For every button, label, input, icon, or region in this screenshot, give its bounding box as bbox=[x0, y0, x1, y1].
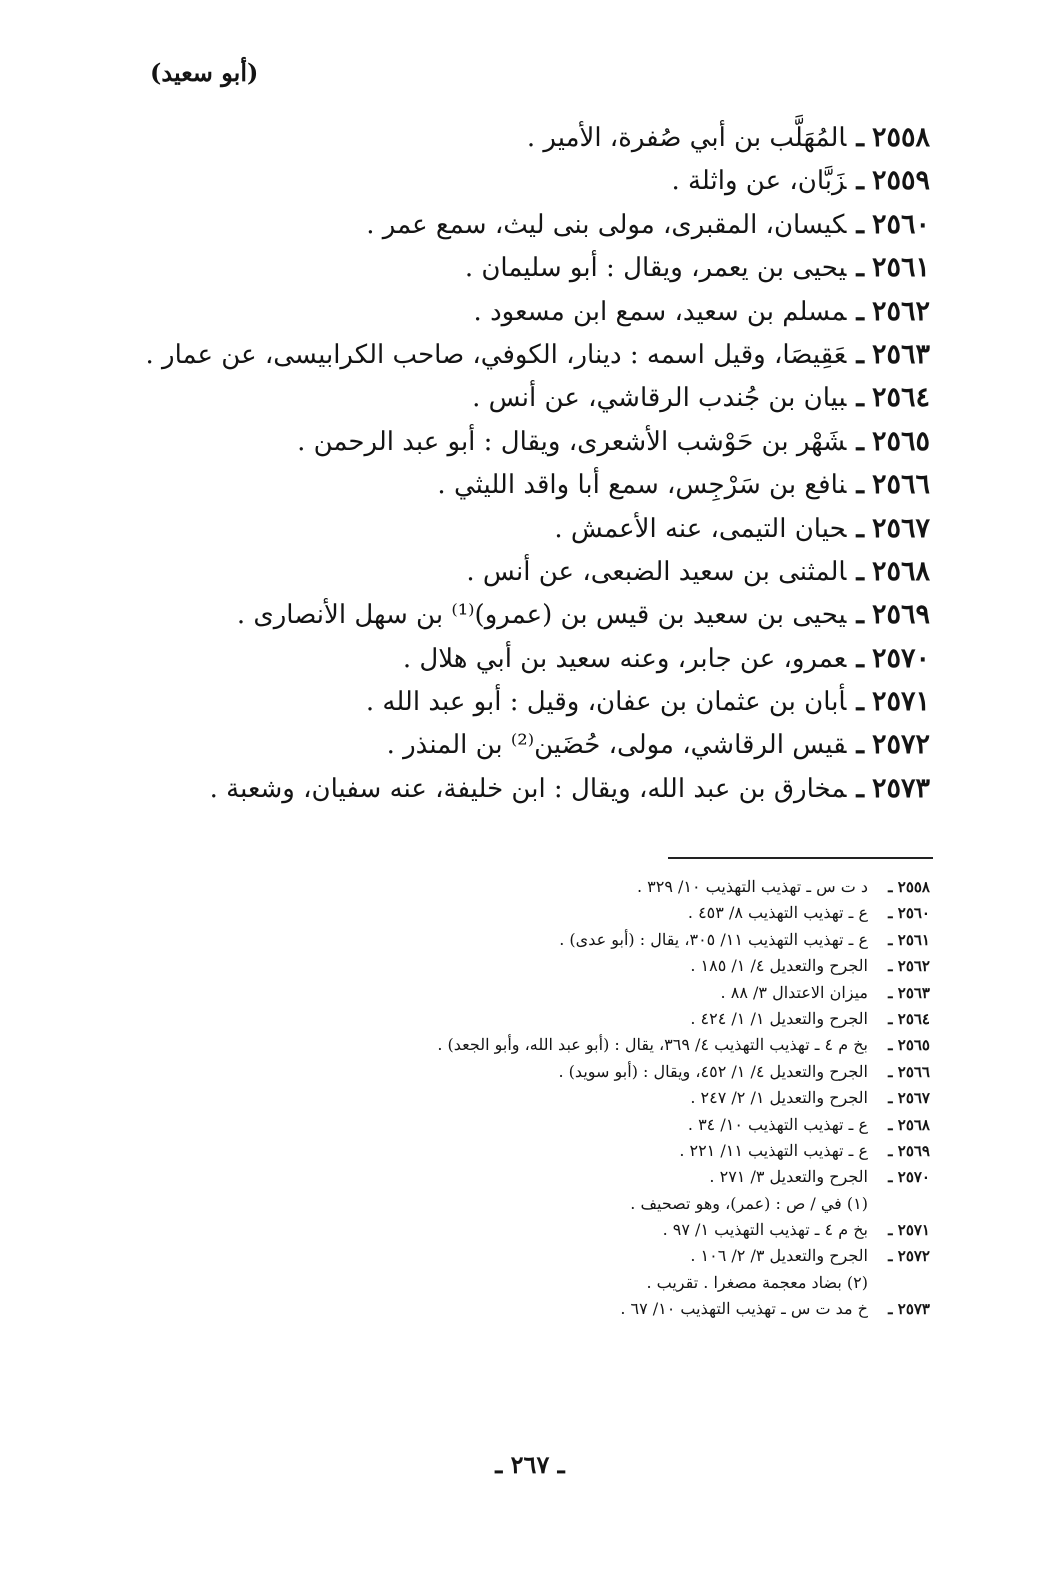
entry-text: قيس الرقاشي، مولى، حُضَين⁽²⁾ بن المنذر . bbox=[386, 730, 847, 761]
entry bbox=[70, 463, 930, 506]
footnote-number: ٢٥٦٥ ـ bbox=[888, 1036, 930, 1055]
entry bbox=[70, 680, 930, 723]
footnote-number: ٢٥٦٢ ـ bbox=[888, 957, 930, 976]
entry bbox=[70, 203, 930, 246]
entry-number: ٢٥٦٩ bbox=[871, 599, 930, 631]
entry-dash: ـ bbox=[856, 296, 864, 327]
footnote bbox=[270, 1006, 930, 1032]
footnote-text: (١) في / ص : (عمر)، وهو تصحيف . bbox=[630, 1193, 868, 1213]
footnote-text: ميزان الاعتدال ٣/ ٨٨ . bbox=[720, 982, 868, 1002]
footnote bbox=[270, 1217, 930, 1243]
entry-dash: ـ bbox=[856, 556, 864, 587]
entry-number: ٢٥٦٨ bbox=[871, 555, 930, 587]
footnote-number: ٢٥٥٨ ـ bbox=[888, 878, 930, 896]
footnote-number: ٢٥٧٣ ـ bbox=[888, 1300, 930, 1319]
footnote-text: ع ـ تهذيب التهذيب ١١/ ٢٢١ . bbox=[679, 1140, 868, 1160]
entry-text: المُهَلَّب بن أبي صُفرة، الأمير . bbox=[526, 123, 847, 153]
footnote bbox=[270, 1296, 930, 1322]
entry-number: ٢٥٦٤ bbox=[871, 382, 930, 414]
entry-text: كيسان، المقبرى، مولى بنى ليث، سمع عمر . bbox=[366, 209, 847, 240]
entry-number: ٢٥٧٣ bbox=[871, 772, 930, 804]
running-head: (أبو سعيد) bbox=[150, 58, 259, 87]
entry-dash: ـ bbox=[856, 687, 864, 718]
entry-number: ٢٥٧٢ bbox=[871, 729, 930, 761]
entry-dash: ـ bbox=[856, 339, 864, 370]
entry bbox=[70, 159, 930, 202]
footnote-text: ع ـ تهذيب التهذيب ١٠/ ٣٤ . bbox=[687, 1114, 868, 1134]
entry-text: شَهْر بن حَوْشب الأشعرى، ويقال : أبو عبد الرحمن . bbox=[297, 426, 847, 457]
footnote-text: بخ م ٤ ـ تهذيب التهذيب ٤/ ٣٦٩، يقال : (أبو عبد الله، وأبو الجعد) . bbox=[437, 1035, 868, 1055]
entry bbox=[70, 246, 930, 289]
footnote-text: خ مد ت س ـ تهذيب التهذيب ١٠/ ٦٧ . bbox=[620, 1299, 868, 1319]
entry-number: ٢٥٦٣ bbox=[871, 338, 930, 370]
entry-text: نافع بن سَرْجِس، سمع أبا واقد الليثي . bbox=[437, 470, 847, 501]
footnote-number: ٢٥٦٦ ـ bbox=[888, 1062, 930, 1081]
entry bbox=[70, 550, 930, 593]
entry bbox=[70, 376, 930, 419]
entry-text: أبان بن عثمان بن عفان، وقيل : أبو عبد الله . bbox=[365, 687, 847, 718]
entry bbox=[70, 767, 930, 810]
entry-number: ٢٥٦٧ bbox=[871, 512, 930, 544]
entry-dash: ـ bbox=[856, 383, 864, 414]
footnote bbox=[270, 1032, 930, 1058]
entry-number: ٢٥٧٠ bbox=[871, 642, 930, 674]
footnote-text: الجرح والتعديل ٤/ ١/ ٤٥٢، ويقال : (أبو سويد) . bbox=[558, 1061, 868, 1081]
footnote bbox=[270, 927, 930, 953]
entry-text: زَبَّان، عن واثلة . bbox=[671, 166, 847, 197]
entry-text: يحيى بن يعمر، ويقال : أبو سليمان . bbox=[464, 253, 847, 284]
entry-dash: ـ bbox=[856, 513, 864, 544]
footnote bbox=[270, 900, 930, 926]
footnote-number: ٢٥٦٩ ـ bbox=[888, 1141, 930, 1160]
entry-number: ٢٥٦٢ bbox=[871, 295, 930, 327]
footnote bbox=[270, 980, 930, 1006]
entry-text: حيان التيمى، عنه الأعمش . bbox=[554, 513, 847, 544]
entry-dash: ـ bbox=[856, 773, 864, 804]
footnote-text: الجرح والتعديل ٣/ ٢/ ١٠٦ . bbox=[690, 1246, 868, 1266]
footnote-remark bbox=[270, 1270, 930, 1296]
footnote bbox=[270, 1164, 930, 1190]
footnote bbox=[270, 1112, 930, 1138]
footnote-number: ٢٥٧٠ ـ bbox=[888, 1168, 930, 1187]
entry-text: عَقِيصَا، وقيل اسمه : دينار، الكوفي، صاحب الكرابيسى، عن عمار . bbox=[145, 339, 847, 370]
footnote-text: ع ـ تهذيب التهذيب ٨/ ٤٥٣ . bbox=[687, 903, 868, 923]
footnote-number: ٢٥٦٣ ـ bbox=[888, 983, 930, 1002]
entry-dash: ـ bbox=[856, 253, 864, 284]
footnote-number: ٢٥٧١ ـ bbox=[888, 1221, 930, 1240]
entry-number: ٢٥٦٥ bbox=[871, 425, 930, 457]
footnote-text: بخ م ٤ ـ تهذيب التهذيب ١/ ٩٧ . bbox=[662, 1220, 868, 1240]
entry bbox=[70, 333, 930, 376]
footnote-remark bbox=[270, 1191, 930, 1217]
footnote-text: (٢) بضاد معجمة مصغرا . تقريب . bbox=[646, 1272, 868, 1292]
footnote-number: ٢٥٦٨ ـ bbox=[888, 1115, 930, 1134]
entry-text: يحيى بن سعيد بن قيس بن (عمرو)⁽¹⁾ بن سهل الأنصارى . bbox=[236, 600, 847, 631]
entry-number: ٢٥٥٨ bbox=[871, 122, 930, 153]
entry-dash: ـ bbox=[856, 470, 864, 501]
entry-number: ٢٥٦١ bbox=[871, 252, 930, 284]
entry bbox=[70, 420, 930, 463]
entry-dash: ـ bbox=[856, 730, 864, 761]
footnote-text: الجرح والتعديل ٣/ ٢٧١ . bbox=[709, 1167, 868, 1187]
entry-number: ٢٥٦٠ bbox=[871, 208, 930, 240]
entry-number: ٢٥٦٦ bbox=[871, 469, 930, 501]
footnote-text: الجرح والتعديل ٤/ ١/ ١٨٥ . bbox=[690, 956, 868, 976]
entry-dash: ـ bbox=[856, 123, 864, 153]
footnote-divider bbox=[668, 857, 933, 859]
entry bbox=[70, 723, 930, 766]
entry bbox=[70, 116, 930, 159]
footnote-text: د ت س ـ تهذيب التهذيب ١٠/ ٣٢٩ . bbox=[636, 877, 868, 896]
entry-dash: ـ bbox=[856, 426, 864, 457]
footnote-number: ٢٥٦٠ ـ bbox=[888, 904, 930, 923]
footnote-number: ٢٥٧٢ ـ bbox=[888, 1247, 930, 1266]
biography-entries bbox=[70, 116, 930, 810]
footnote bbox=[270, 1138, 930, 1164]
entry-dash: ـ bbox=[856, 643, 864, 674]
entry-text: بيان بن جُندب الرقاشي، عن أنس . bbox=[472, 383, 847, 414]
entry-dash: ـ bbox=[856, 600, 864, 631]
entry bbox=[70, 290, 930, 333]
entry-dash: ـ bbox=[856, 209, 864, 240]
footnote bbox=[270, 1085, 930, 1111]
entry-number: ٢٥٥٩ bbox=[871, 165, 930, 197]
footnote bbox=[270, 1059, 930, 1085]
entry bbox=[70, 637, 930, 680]
footnote-number: ٢٥٦١ ـ bbox=[888, 930, 930, 949]
footnote-text: الجرح والتعديل ١/ ٢/ ٢٤٧ . bbox=[690, 1088, 868, 1108]
entry-text: مسلم بن سعيد، سمع ابن مسعود . bbox=[473, 296, 847, 327]
entry-text: عمرو، عن جابر، وعنه سعيد بن أبي هلال . bbox=[402, 643, 847, 674]
entry-dash: ـ bbox=[856, 166, 864, 197]
entry-text: المثنى بن سعيد الضبعى، عن أنس . bbox=[466, 556, 847, 587]
footnote bbox=[270, 874, 930, 900]
footnote-number: ٢٥٦٤ ـ bbox=[888, 1009, 930, 1028]
entry-text: مخارق بن عبد الله، ويقال : ابن خليفة، عنه سفيان، وشعبة . bbox=[209, 773, 847, 804]
entry bbox=[70, 507, 930, 550]
entry bbox=[70, 593, 930, 636]
entry-number: ٢٥٧١ bbox=[871, 686, 930, 718]
footnote bbox=[270, 953, 930, 979]
footnote-text: الجرح والتعديل ١/ ١/ ٤٢٤ . bbox=[690, 1008, 868, 1028]
footnote-text: ع ـ تهذيب التهذيب ١١/ ٣٠٥، يقال : (أبو عدى) . bbox=[559, 929, 868, 949]
footnote-number: ٢٥٦٧ ـ bbox=[888, 1089, 930, 1108]
page-number: ـ ٢٦٧ ـ bbox=[495, 1450, 565, 1479]
footnotes bbox=[270, 874, 930, 1323]
footnote bbox=[270, 1243, 930, 1269]
